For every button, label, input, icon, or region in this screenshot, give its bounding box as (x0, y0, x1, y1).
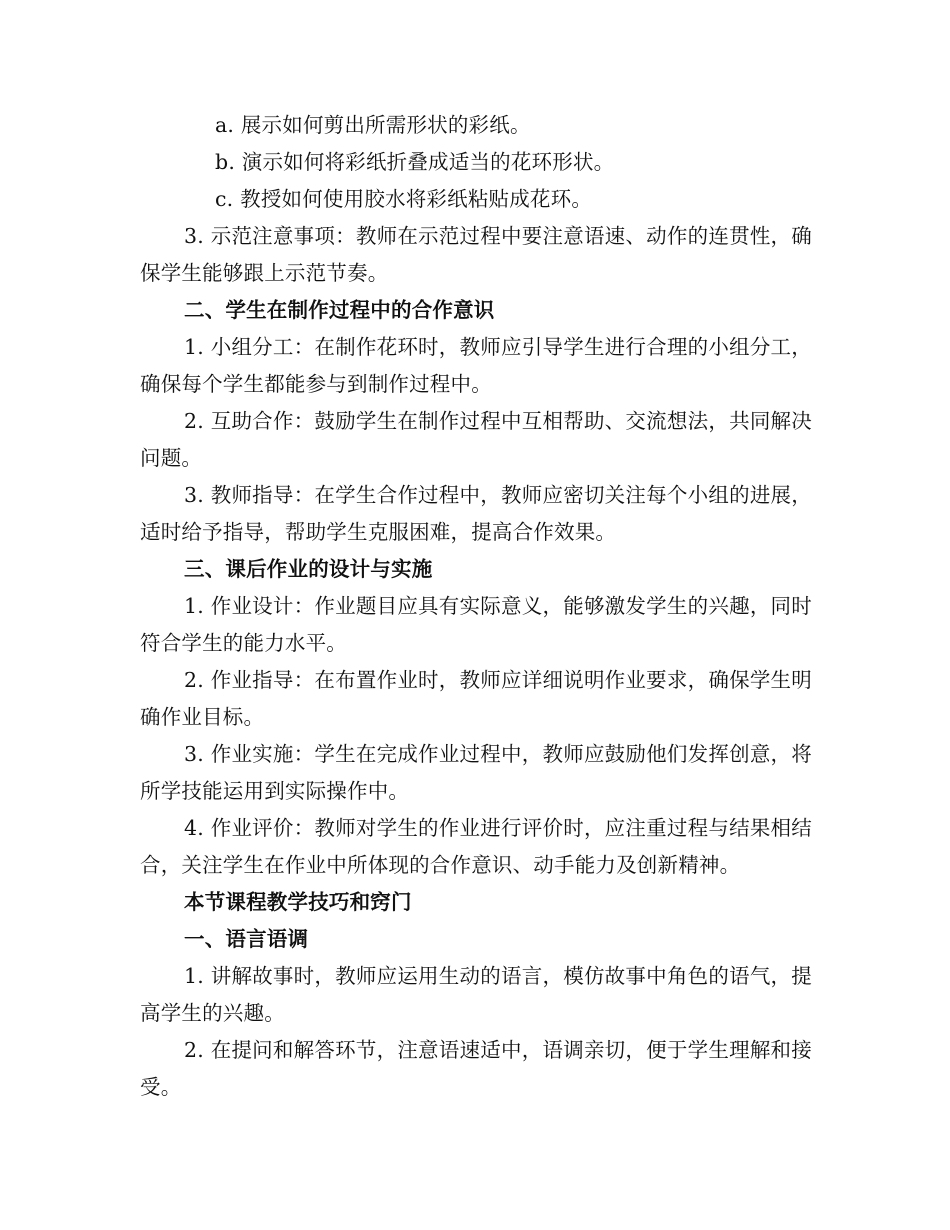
list-item-c: c. 教授如何使用胶水将彩纸粘贴成花环。 (215, 187, 593, 211)
paragraph-homework-implementation: 3. 作业实施：学生在完成作业过程中，教师应鼓励他们发挥创意，将所学技能运用到实际操作中。 (140, 742, 812, 803)
paragraph-mutual-help: 2. 互助合作：鼓励学生在制作过程中互相帮助、交流想法，共同解决问题。 (140, 409, 812, 470)
paragraph-group-division: 1. 小组分工：在制作花环时，教师应引导学生进行合理的小组分工，确保每个学生都能参与到制作过程中。 (140, 335, 812, 396)
list-item-b: b. 演示如何将彩纸折叠成适当的花环形状。 (215, 150, 615, 174)
section-heading-teaching-tips: 本节课程教学技巧和窍门 (184, 890, 412, 914)
list-item-a: a. 展示如何剪出所需形状的彩纸。 (215, 113, 531, 137)
paragraph-homework-guidance: 2. 作业指导：在布置作业时，教师应详细说明作业要求，确保学生明确作业目标。 (140, 668, 812, 729)
paragraph-storytelling: 1. 讲解故事时，教师应运用生动的语言，模仿故事中角色的语气，提高学生的兴趣。 (140, 964, 812, 1025)
paragraph-teacher-guidance: 3. 教师指导：在学生合作过程中，教师应密切关注每个小组的进展，适时给予指导，帮助学生克服困难，提高合作效果。 (140, 483, 812, 544)
paragraph-homework-design: 1. 作业设计：作业题目应具有实际意义，能够激发学生的兴趣，同时符合学生的能力水平。 (140, 594, 812, 655)
paragraph-homework-evaluation: 4. 作业评价：教师对学生的作业进行评价时，应注重过程与结果相结合，关注学生在作业中所体现的合作意识、动手能力及创新精神。 (140, 816, 812, 877)
section-heading-homework: 三、课后作业的设计与实施 (184, 557, 433, 581)
document-body (140, 107, 812, 1106)
section-heading-cooperation: 二、学生在制作过程中的合作意识 (184, 298, 495, 322)
paragraph-questioning: 2. 在提问和解答环节，注意语速适中，语调亲切，便于学生理解和接受。 (140, 1038, 812, 1099)
paragraph-demo-notes: 3. 示范注意事项：教师在示范过程中要注意语速、动作的连贯性，确保学生能够跟上示范节奏。 (140, 224, 812, 285)
section-heading-language: 一、语言语调 (184, 927, 309, 951)
